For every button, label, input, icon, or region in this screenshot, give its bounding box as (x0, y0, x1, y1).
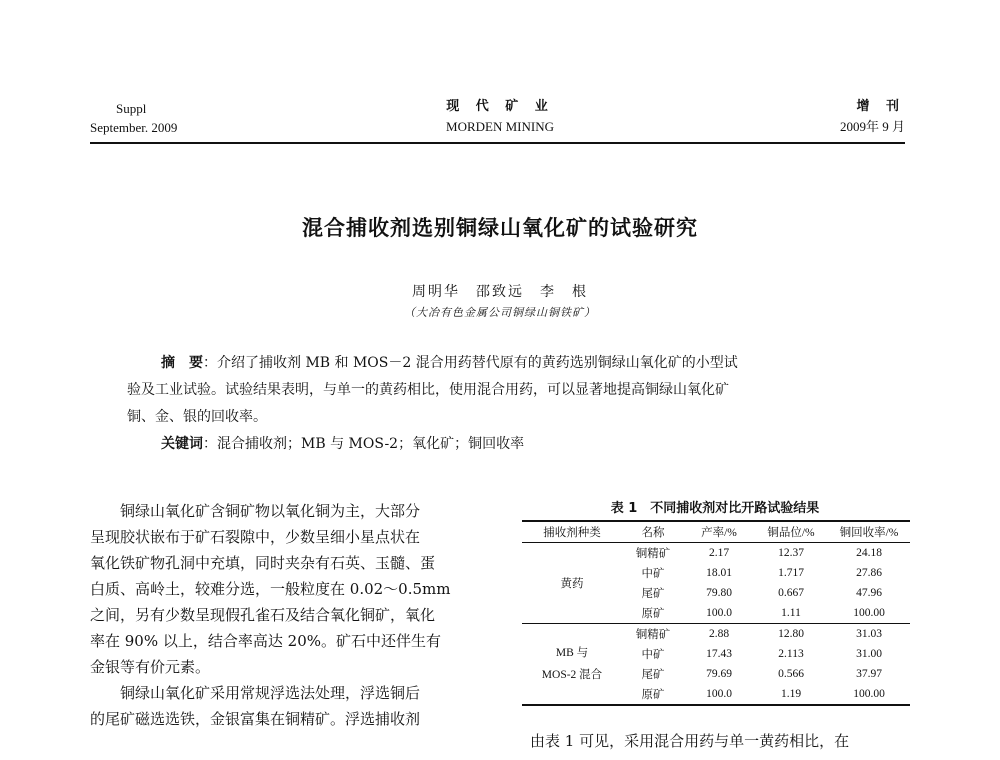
body-line: 呈现胶状嵌布于矿石裂隙中，少数呈细小星点状在 (90, 528, 421, 546)
table-header-row (522, 521, 910, 543)
journal-name-en: MORDEN MINING (446, 119, 554, 134)
table-header-cell: 名称 (622, 521, 684, 543)
table-cell: 37.97 (856, 668, 882, 680)
table-row (522, 543, 910, 564)
header-right (800, 99, 905, 135)
table-caption: 表 1 不同捕收剂对比开路试验结果 (610, 501, 820, 516)
body-left-column (90, 498, 500, 732)
abstract-line: 验及工业试验。试验结果表明，与单一的黄药相比，使用混合用药，可以显著地提高铜绿山氧化矿 (127, 382, 729, 398)
table-cell: 31.03 (856, 628, 882, 640)
abstract-line: 摘 要：介绍了捕收剂 MB 和 MOS－2 混合用药替代原有的黄药选别铜绿山氧化矿的小型试 (161, 355, 738, 371)
body-line: 金银等有价元素。 (90, 658, 211, 676)
body-line: 铜绿山氧化矿含铜矿物以氧化铜为主，大部分 (120, 502, 421, 520)
table-cell: 中矿 (641, 568, 665, 580)
table-cell: 12.37 (778, 547, 804, 559)
table-cell: 原矿 (622, 684, 684, 705)
header-center (400, 99, 600, 135)
table-cell: 100.0 (684, 603, 754, 624)
header-left (90, 101, 178, 136)
abstract (127, 350, 875, 458)
table-cell: 100.00 (828, 684, 910, 705)
journal-issue: Suppl (116, 101, 147, 116)
table-cell: 1.717 (778, 567, 804, 579)
table-cell: 17.43 (706, 648, 732, 660)
table-cell: 铜精矿 (635, 629, 671, 641)
article-affiliation: （大冶有色金属公司铜绿山铜铁矿） (404, 306, 596, 319)
table-cell: 31.00 (856, 648, 882, 660)
table-cell: 27.86 (856, 567, 882, 579)
table-cell: 12.80 (778, 628, 804, 640)
body-line: 白质、高岭土，较难分选，一般粒度在 0.02～0.5mm (90, 580, 451, 598)
table-header-cell: 产率/% (684, 521, 754, 543)
table-header-cell: 铜品位/% (754, 521, 828, 543)
issue-date: 2009年 9 月 (839, 119, 905, 134)
table-cell: 铜精矿 (635, 548, 671, 560)
table-row (522, 624, 910, 645)
abstract-line: 铜、金、银的回收率。 (127, 409, 267, 425)
body-right-line: 由表 1 可见，采用混合用药与单一黄药相比，在 (530, 732, 850, 750)
table-header-cell: 铜回收率/% (828, 521, 910, 543)
journal-name-cn: 现 代 矿 业 (446, 99, 554, 114)
collector-cell: 黄药 (522, 543, 622, 624)
table-header-cell: 捕收剂种类 (522, 521, 622, 543)
table-cell: 79.69 (706, 668, 732, 680)
keywords-label: 关键词 (161, 436, 203, 452)
body-line: 之间，另有少数呈现假孔雀石及结合氧化铜矿，氧化 (90, 606, 436, 624)
table-cell: 0.566 (778, 668, 804, 680)
table-cell: 尾矿 (641, 588, 665, 600)
table-cell: 0.667 (778, 587, 804, 599)
keywords: 关键词：混合捕收剂；MB 与 MOS-2；氧化矿；铜回收率 (161, 436, 525, 452)
table-cell: 47.96 (856, 587, 882, 599)
issue-type: 增 刊 (856, 99, 905, 114)
abstract-label: 摘 要 (161, 355, 203, 371)
table-cell: 尾矿 (641, 669, 665, 681)
body-line: 的尾矿磁选选铁，金银富集在铜精矿。浮选捕收剂 (90, 710, 421, 728)
table-cell: 2.88 (708, 628, 730, 640)
table-cell: 1.19 (754, 684, 828, 705)
body-line: 铜绿山氧化矿采用常规浮选法处理，浮选铜后 (120, 684, 421, 702)
table-cell: 18.01 (706, 567, 732, 579)
header-rule (90, 142, 905, 144)
collector-cell: MB 与 MOS-2 混合 (522, 624, 622, 706)
table-cell: 中矿 (641, 649, 665, 661)
table-cell: 原矿 (622, 603, 684, 624)
table-cell: 100.0 (684, 684, 754, 705)
table-cell: 24.18 (856, 547, 882, 559)
results-table (522, 520, 910, 706)
table-cell: 2.113 (778, 648, 804, 660)
article-title: 混合捕收剂选别铜绿山氧化矿的试验研究 (302, 216, 698, 240)
table-cell: 79.80 (706, 587, 732, 599)
table-cell: 1.11 (754, 603, 828, 624)
table-cell: 100.00 (828, 603, 910, 624)
table-cell: 2.17 (708, 547, 730, 559)
article-authors: 周明华 邵致远 李 根 (412, 284, 588, 300)
body-line: 率在 90% 以上，结合率高达 20%。矿石中还伴生有 (90, 632, 441, 650)
body-line: 氧化铁矿物孔洞中充填，同时夹杂有石英、玉髓、蛋 (90, 554, 436, 572)
journal-date: September. 2009 (90, 120, 178, 135)
